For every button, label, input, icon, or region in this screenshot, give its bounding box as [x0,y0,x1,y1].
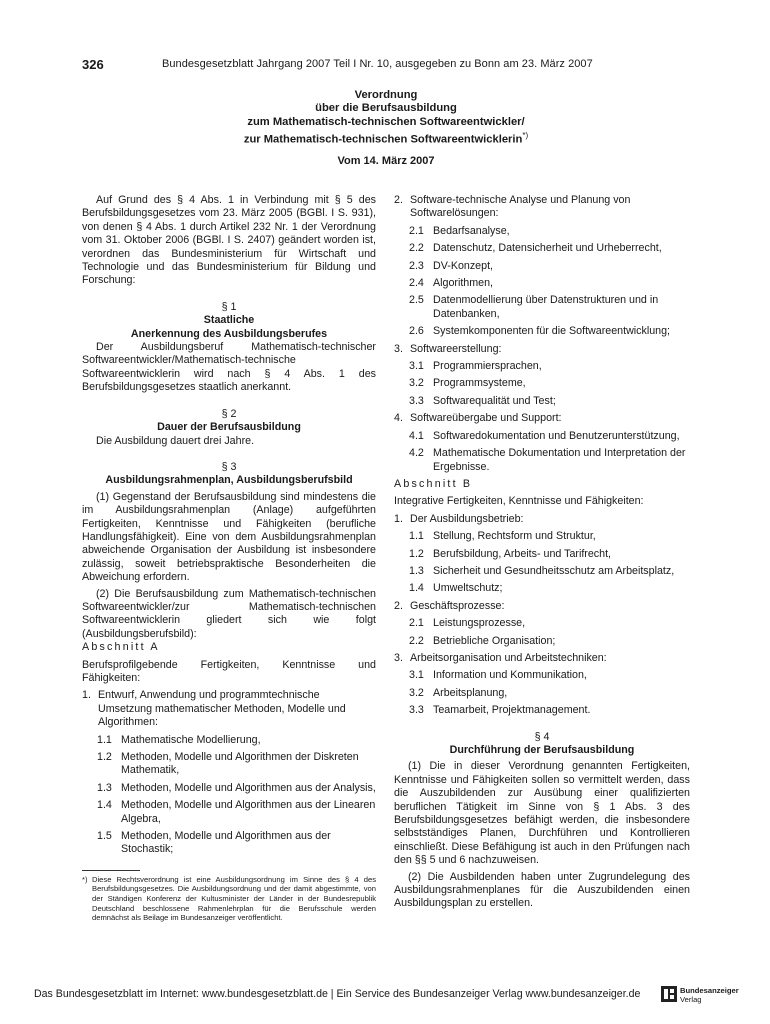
list-item [409,360,690,373]
list-item [97,799,376,826]
list-number: 2. [394,194,403,206]
list-text: Mathematische Dokumentation und Interpretation der Ergebnisse. [433,447,686,473]
list-text: Mathematische Modellierung, [121,733,261,746]
list-number: 2.4 [409,277,424,290]
section-title: Durchführung der Berufsausbildung [449,744,635,756]
list-item [409,582,690,595]
section-title: Staatliche [203,314,255,327]
list-number: 2.5 [409,294,424,307]
list-item [97,830,376,857]
list-item [394,412,690,425]
list-text: Stellung, Rechtsform und Struktur, [433,530,596,543]
list-text: Programmsysteme, [433,377,526,390]
list-number: 3.2 [409,377,424,390]
list-number: 1.4 [409,582,424,595]
list-text: Softwarequalität und Test; [433,394,556,407]
title-footnote-mark: *) [522,131,529,141]
list-text: Methoden, Modelle und Algorithmen der Diskreten Mathematik, [121,751,359,777]
list-item [409,447,690,474]
right-column [394,194,690,911]
list-text: Datenmodellierung über Datenstrukturen und in Datenbanken, [433,294,659,320]
running-head: Bundesgesetzblatt Jahrgang 2007 Teil I Nr. 10, ausgegeben zu Bonn am 23. März 2007 [162,58,593,70]
list-item [97,751,376,778]
list-number: 1.3 [97,781,112,794]
list-number: 3. [394,342,403,355]
section-paragraph: (1) Die in dieser Verordnung genannten Fertigkeiten, Kenntnisse und Fähigkeiten sollen so vermittelt werden, dass die Auszubildenden zur Ausübung einer qualifizierten beruflichen Tätigkeit im Sinne von § 1 Abs. 3 des Berufsbildungsgesetzes befähigt werden, die insbesondere selbstständiges Planen, Durchführen und Kontrollieren einschließt. Diese Befähigung ist auch in den Prüfungen nach den §§ 5 und 6 nachzuweisen. [394,760,690,867]
list-item [97,782,376,795]
section-title: Dauer der Berufsausbildung [157,421,301,434]
title-line: Verordnung [354,89,418,101]
list-text: Betriebliche Organisation; [433,634,556,647]
list-number: 1. [82,689,91,702]
list-item [409,225,690,238]
list-number: 2.2 [409,242,424,255]
list-item [409,325,690,338]
list-item [82,689,376,729]
page-number: 326 [82,57,104,72]
list-text: Systemkomponenten für die Softwareentwicklung; [433,325,671,338]
list-number: 2.6 [409,325,424,338]
list-item [394,600,690,613]
list-text: Umweltschutz; [433,582,503,595]
section-number: § 1 [221,300,237,313]
list-item [409,669,690,682]
list-item [394,652,690,665]
list-item [409,565,690,578]
section-title: Anerkennung des Ausbildungsberufes [130,327,328,340]
list-text: Entwurf, Anwendung und programmtechnische Umsetzung mathematischer Methoden, Modelle und Algorithmen: [98,689,346,729]
list-number: 2.1 [409,617,424,630]
section-number: § 2 [221,407,237,420]
section-text: Die Ausbildung dauert drei Jahre. [96,434,255,447]
list-item [409,294,690,321]
left-column [82,194,376,923]
list-text: Arbeitsorganisation und Arbeitstechniken: [410,651,607,664]
list-number: 2. [394,599,403,612]
list-text: Methoden, Modelle und Algorithmen aus der Analysis, [121,781,376,794]
list-item [409,377,690,390]
list-item [409,704,690,717]
list-number: 2.3 [409,259,424,272]
list-number: 1.3 [409,564,424,577]
footnote-mark: *) [82,874,88,884]
list-number: 3.3 [409,704,424,717]
list-item [394,343,690,356]
title-line-text: zur Mathematisch-technischen Softwareentwicklerin [243,133,523,146]
list-number: 1.1 [97,733,112,746]
abschnitt-title: Berufsprofilgebende Fertigkeiten, Kenntnisse und Fähigkeiten: [82,658,376,684]
abschnitt-heading: Abschnitt A [82,641,160,654]
list-text: Software-technische Analyse und Planung von Softwarelösungen: [410,194,631,220]
list-number: 2.2 [409,634,424,647]
page-header [82,57,692,75]
site-footer: Das Bundesgesetzblatt im Internet: www.bundesgesetzblatt.de | Ein Service des Bundesanzeiger Verlag www.bundesanzeiger.de [34,988,641,1000]
list-text: Programmiersprachen, [433,360,542,373]
document-date: Vom 14. März 2007 [337,155,435,167]
list-item [409,548,690,561]
list-text: Leistungsprozesse, [433,617,526,630]
list-item [409,530,690,543]
section-number: § 4 [534,730,550,743]
list-text: Bedarfsanalyse, [433,224,510,237]
list-text: Berufsbildung, Arbeits- und Tarifrecht, [433,547,612,560]
list-text: Arbeitsplanung, [433,686,508,699]
section-paragraph: (1) Gegenstand der Berufsausbildung sind mindestens die im Ausbildungsrahmenplan (Anlage) aufgeführten Fertigkeiten, Kenntnisse und Fähigkeiten (berufliche Handlungsfähigkeit). Eine von dem Ausbildungsrahmenplan abweichende Organisation der Ausbildung ist insbesondere zulässig, soweit betriebspraktische Besonderheiten die Abweichung erfordern. [82,490,376,584]
list-text: Sicherheit und Gesundheitsschutz am Arbeitsplatz, [433,564,675,577]
title-line: zum Mathematisch-technischen Softwareentwickler/ [247,115,525,128]
section-paragraph: (2) Die Berufsausbildung zum Mathematisch-technischen Softwareentwickler/zur Mathematisch-technischen Softwareentwicklerin gliedert sich wie folgt (Ausbildungsberufsbild): [82,587,376,640]
document-title [82,89,690,147]
title-line: über die Berufsausbildung [315,102,457,115]
list-number: 4.1 [409,429,424,442]
list-number: 3.1 [409,360,424,373]
list-item [409,617,690,630]
section-title: Ausbildungsrahmenplan, Ausbildungsberufsbild [105,474,353,487]
footnote [82,875,376,923]
list-number: 4.2 [409,447,424,460]
list-text: DV-Konzept, [433,259,494,272]
list-text: Teamarbeit, Projektmanagement. [433,704,591,717]
list-number: 1.5 [97,830,112,843]
intro-paragraph: Auf Grund des § 4 Abs. 1 in Verbindung mit § 5 des Berufsbildungsgesetzes vom 23. März 2005 (BGBl. I S. 931), von denen § 4 Abs. 1 durch Artikel 232 Nr. 1 der Verordnung vom 31. Oktober 2006 (BGBl. I S. 2407) geändert worden ist, verordnen das Bundesministerium für Wirtschaft und Technologie und das Bundesministerium für Bildung und Forschung: [82,194,376,287]
list-number: 1.4 [97,799,112,812]
abschnitt-heading: Abschnitt B [394,477,473,490]
list-item [409,277,690,290]
list-item [409,242,690,255]
list-text: Softwaredokumentation und Benutzerunterstützung, [433,429,680,442]
list-number: 4. [394,412,403,425]
list-number: 3. [394,651,403,664]
publisher-logo [661,984,743,1006]
logo-text: Bundesanzeiger [680,986,739,995]
list-number: 1.2 [409,547,424,560]
list-text: Geschäftsprozesse: [410,599,505,612]
section-number: § 3 [221,460,237,473]
list-text: Algorithmen, [433,277,493,290]
list-number: 1.2 [97,751,112,764]
section-paragraph: (2) Die Ausbildenden haben unter Zugrundelegung des Ausbildungsrahmenplanes für die Auszubildenden einen Ausbildungsplan zu erstellen. [394,870,690,910]
list-number: 2.1 [409,224,424,237]
footnote-text: Diese Rechtsverordnung ist eine Ausbildungsordnung im Sinne des § 4 des Berufsbildungsgesetzes. Die Ausbildungsordnung und der damit abgestimmte, von der Ständigen Konferenz der Kultusminister der Länder in der Bundesrepublik Deutschland beschlossene Rahmenlehrplan für die Berufsschule werden demnächst als Beilage im Bundesanzeiger veröffentlicht. [92,874,376,923]
list-number: 3.2 [409,686,424,699]
list-text: Methoden, Modelle und Algorithmen aus der Stochastik; [121,830,331,856]
publisher-logo-icon [661,986,677,1002]
abschnitt-title: Integrative Fertigkeiten, Kenntnisse und Fähigkeiten: [394,495,644,508]
logo-text: Verlag [680,995,702,1004]
list-item [409,687,690,700]
list-number: 3.1 [409,669,424,682]
list-number: 1.1 [409,530,424,543]
list-text: Softwareübergabe und Support: [410,412,562,425]
list-number: 3.3 [409,394,424,407]
list-text: Information und Kommunikation, [433,669,587,682]
list-text: Datenschutz, Datensicherheit und Urheberrecht, [433,242,662,255]
list-item [409,395,690,408]
list-number: 1. [394,512,403,525]
list-item [97,734,376,747]
footnote-divider [82,870,140,871]
list-item [394,513,690,526]
list-text: Methoden, Modelle und Algorithmen aus der Linearen Algebra, [121,799,376,825]
list-text: Softwareerstellung: [410,342,502,355]
section-text: Der Ausbildungsberuf Mathematisch-technischer Softwareentwickler/Mathematisch-technische Softwareentwicklerin wird nach § 4 Abs. 1 des Berufsbildungsgesetzes staatlich anerkannt. [82,341,376,394]
list-text: Der Ausbildungsbetrieb: [410,512,524,525]
list-item [394,194,690,221]
list-item [409,430,690,443]
list-item [409,260,690,273]
title-line [82,129,690,147]
list-item [409,635,690,648]
